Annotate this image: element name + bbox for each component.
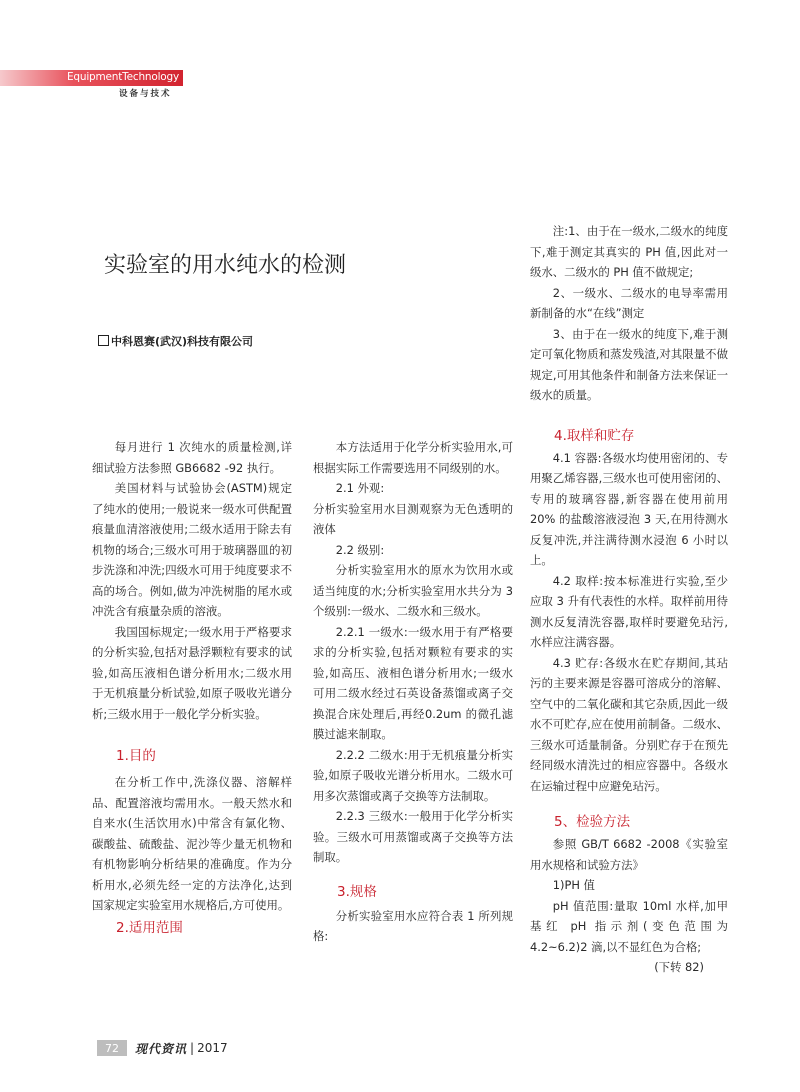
- subsection-heading: 2.2 级别:: [335, 542, 385, 557]
- paragraph: 2.2.1 一级水:一级水用于有严格要求的分析实验,包括对颗粒有要求的实验,如高压、液相色谱分析用水;一级水可用二级水经过石英设备蒸馏或离子交换混合床处理后,再经0.2um 的微孔滤膜过滤来制取。: [313, 624, 513, 741]
- article-author: [98, 333, 253, 349]
- paragraph: 4.2 取样:按本标准进行实验,至少应取 3 升有代表性的水样。取样前用待测水反复清洗容器,取样时要避免玷污,水样应注满容器。: [530, 573, 728, 649]
- article-title: 实验室的用水纯水的检测: [104, 253, 347, 278]
- text-column-3: [530, 221, 728, 978]
- square-bullet-icon: [98, 335, 109, 346]
- continued-note: (下转 82): [654, 960, 704, 974]
- footer-separator: |: [190, 1041, 195, 1055]
- magazine-name: 现代资讯: [135, 1041, 188, 1056]
- section-heading: 4.取样和贮存: [554, 427, 635, 444]
- paragraph: 4.3 贮存:各级水在贮存期间,其玷污的主要来源是容器可溶成分的溶解、空气中的二氧化碳和其它杂质,因此一级水不可贮存,应在使用前制备。二级水、三级水可适量制备。分别贮存于在预先经同级水清洗过的相应容器中。各级水在运输过程中应避免玷污。: [530, 655, 728, 793]
- paragraph: 分析实验室用水目测观察为无色透明的液体: [313, 501, 513, 536]
- section-heading: 1.目的: [116, 748, 156, 764]
- section-heading: 3.规格: [337, 883, 377, 900]
- issue-year: 2017: [197, 1041, 228, 1055]
- paragraph: pH 值范围:量取 10ml 水样,加甲基红 pH 指示剂(变色范围为 4.2~6.2)2 滴,以不显红色为合格;: [530, 898, 728, 954]
- section-heading: 2.适用范围: [116, 919, 183, 936]
- author-name: 中科恩赛(武汉)科技有限公司: [111, 335, 254, 348]
- table-note: 3、由于在一级水的纯度下,难于测定可氧化物质和蒸发残渣,对其限量不做规定,可用其他条件和制备方法来保证一级水的质量。: [530, 326, 728, 402]
- paragraph: 分析实验室用水的原水为饮用水或适当纯度的水;分析实验室用水共分为 3 个级别:一级水、二级水和三级水。: [313, 563, 513, 618]
- paragraph: 4.1 容器:各级水均使用密闭的、专用聚乙烯容器,三级水也可使用密闭的、专用的玻璃容器,新容器在使用前用 20% 的盐酸溶液浸泡 3 天,在用待测水反复冲洗,并注满待测水浸泡 6 小时以上。: [530, 450, 728, 567]
- page-number: 72: [97, 1040, 127, 1056]
- subsection-heading: 2.1 外观:: [335, 481, 385, 495]
- paragraph: 美国材料与试验协会(ASTM)规定了纯水的使用;一般说来一级水可供配置痕量血清溶液使用;二级水适用于除去有机物的场合;三级水可用于玻璃器皿的初步洗涤和冲洗;四级水可用于纯度要求不高的场合。例如,做为冲洗树脂的尾水或冲洗含有痕量杂质的溶液。: [92, 481, 292, 618]
- text-column-2: [313, 437, 513, 947]
- paragraph: 2.2.2 二级水:用于无机痕量分析实验,如原子吸收光谱分析用水。二级水可用多次蒸馏或离子交换等方法制取。: [313, 747, 513, 803]
- paragraph: 分析实验室用水应符合表 1 所列规格:: [313, 908, 513, 943]
- paragraph: 2.2.3 三级水:一般用于化学分析实验。三级水可用蒸馏或离子交换等方法制取。: [313, 809, 513, 864]
- paragraph: 参照 GB/T 6682 -2008《实验室用水规格和试验方法》: [530, 837, 728, 872]
- paragraph: 本方法适用于化学分析实验用水,可根据实际工作需要选用不同级别的水。: [313, 440, 513, 475]
- text-column-1: [92, 437, 292, 938]
- paragraph: 在分析工作中,洗涤仪器、溶解样品、配置溶液均需用水。一般天然水和自来水(生活饮用水)中常含有氯化物、碳酸盐、硫酸盐、泥沙等少量无机物和有机物影响分析结果的准确度。作为分析用水,必须先经一定的方法净化,达到国家规定实验室用水规格后,方可使用。: [92, 775, 292, 912]
- section-heading: 5、检验方法: [554, 814, 631, 830]
- table-note: 注:1、由于在一级水,二级水的纯度下,难于测定其真实的 PH 值,因此对一级水、二级水的 PH 值不做规定;: [530, 224, 728, 279]
- table-note: 2、一级水、二级水的电导率需用新制备的水“在线”测定: [530, 285, 728, 320]
- paragraph: 我国国标规定;一级水用于严格要求的分析实验,包括对悬浮颗粒有要求的试验,如高压液相色谱分析用水;二级水用于无机痕量分析试验,如原子吸收光谱分析;三级水用于一般化学分析实验。: [92, 624, 292, 721]
- section-header-band: [0, 70, 183, 86]
- page-footer: [97, 1040, 228, 1056]
- section-title-cn: 设备与技术: [119, 89, 172, 99]
- paragraph: 每月进行 1 次纯水的质量检测,详细试验方法参照 GB6682 -92 执行。: [92, 440, 292, 475]
- section-title-en: EquipmentTechnology: [66, 71, 179, 83]
- paragraph: 1)PH 值: [552, 878, 595, 892]
